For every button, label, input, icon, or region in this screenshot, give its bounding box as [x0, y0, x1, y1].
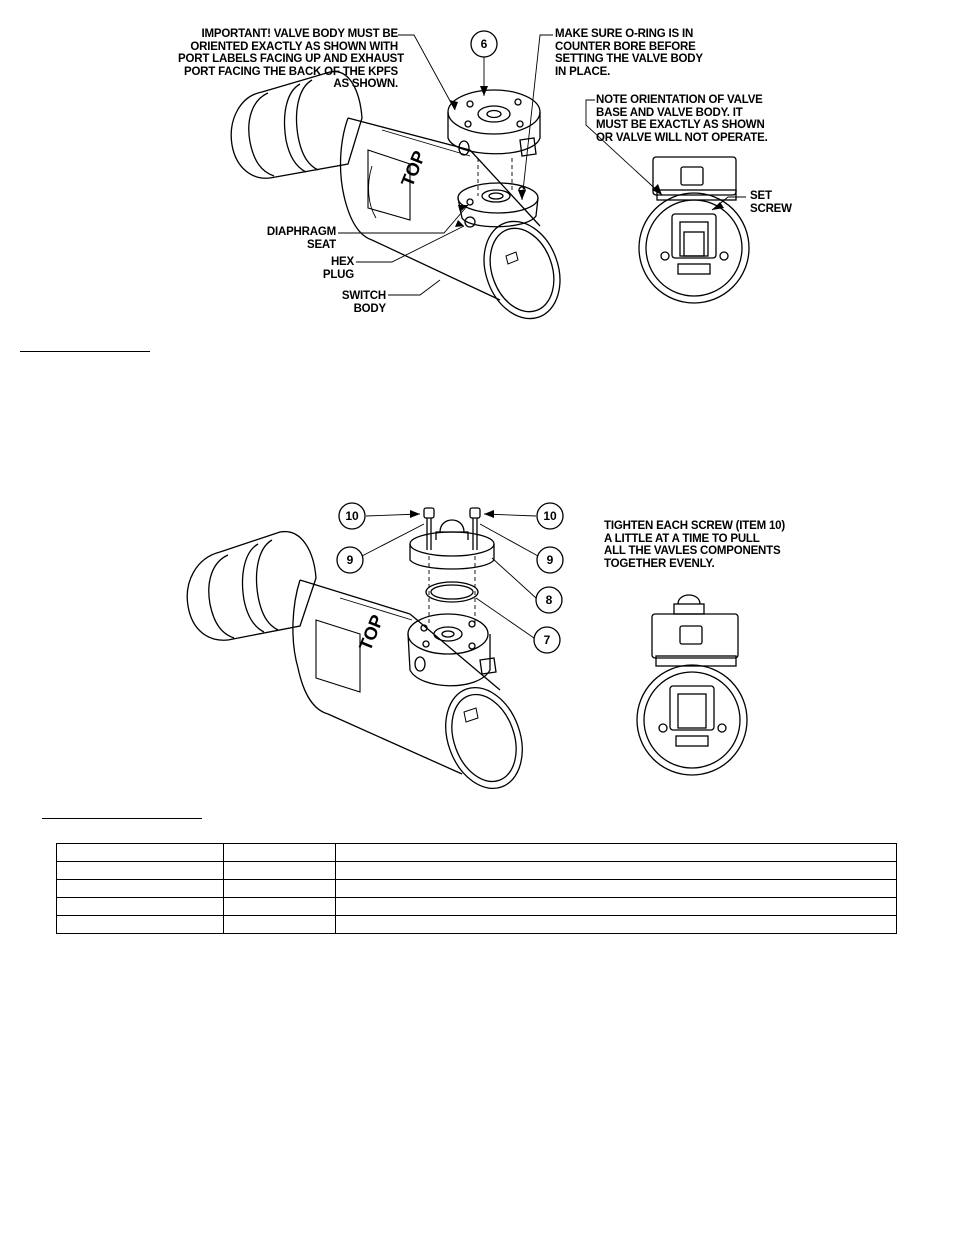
screw-left: [424, 508, 434, 550]
table-cell: [336, 862, 897, 880]
switch-body-cap-2: [187, 532, 316, 641]
table-cell: [336, 844, 897, 862]
table-cell: [57, 844, 224, 862]
table-row: [57, 880, 897, 898]
callout-diaphragm-seat: DIAPHRAGM SEAT: [266, 226, 336, 251]
table-row: [57, 862, 897, 880]
table-row: [57, 898, 897, 916]
table-cell: [57, 880, 224, 898]
balloon-9-left: [337, 547, 363, 573]
table-cell: [336, 916, 897, 934]
balloon-8: [536, 587, 562, 613]
balloon-10-right: [537, 503, 563, 529]
svg-text:10: 10: [543, 509, 557, 523]
svg-text:6: 6: [480, 37, 488, 51]
svg-text:8: 8: [545, 593, 553, 607]
table-row: [57, 916, 897, 934]
svg-text:10: 10: [345, 509, 359, 523]
switch-body-tube-2: [293, 580, 500, 774]
svg-text:9: 9: [546, 553, 554, 567]
screw-right: [470, 508, 480, 550]
switch-body-opening-2: [432, 677, 535, 799]
callout-hex-plug: HEX PLUG: [322, 256, 354, 281]
table-cell: [224, 880, 336, 898]
callout-important: IMPORTANT! VALVE BODY MUST BE ORIENTED EXACTLY AS SHOWN WITH PORT LABELS FACING UP AND EXHAUST PORT FACING THE BACK OF THE KPFS AS SHOWN.: [178, 28, 404, 90]
switch-label-top: TOP: [397, 147, 430, 190]
table-cell: [57, 898, 224, 916]
balloon-7: [534, 627, 560, 653]
switch-label-top-2: TOP: [355, 611, 388, 654]
table-cell: [224, 844, 336, 862]
table-cell: [57, 916, 224, 934]
callout-tighten: TIGHTEN EACH SCREW (ITEM 10) A LITTLE AT A TIME TO PULL ALL THE VAVLES COMPONENTS TOGETHER EVENLY.: [604, 520, 785, 570]
callout-oring: MAKE SURE O-RING IS IN COUNTER BORE BEFORE SETTING THE VALVE BODY IN PLACE.: [555, 28, 703, 78]
table-row: [57, 844, 897, 862]
callout-switch-body: SWITCH BODY: [341, 290, 386, 315]
table-cell: [336, 880, 897, 898]
valve-base: [410, 520, 494, 569]
svg-text:7: 7: [543, 633, 551, 647]
section-heading-rule-2: [42, 818, 202, 819]
svg-text:9: 9: [346, 553, 354, 567]
parts-table: [56, 843, 897, 934]
table-cell: [224, 916, 336, 934]
table-cell: [224, 862, 336, 880]
balloon-10-left: [339, 503, 365, 529]
o-ring: [426, 582, 478, 602]
table-cell: [57, 862, 224, 880]
balloon-9-right: [537, 547, 563, 573]
table-cell: [224, 898, 336, 916]
table-cell: [336, 898, 897, 916]
end-view-2: [637, 595, 747, 775]
callout-orientation: NOTE ORIENTATION OF VALVE BASE AND VALVE BODY. IT MUST BE EXACTLY AS SHOWN OR VALVE WILL NOT OPERATE.: [596, 94, 768, 144]
callout-set-screw: SET SCREW: [750, 190, 792, 215]
